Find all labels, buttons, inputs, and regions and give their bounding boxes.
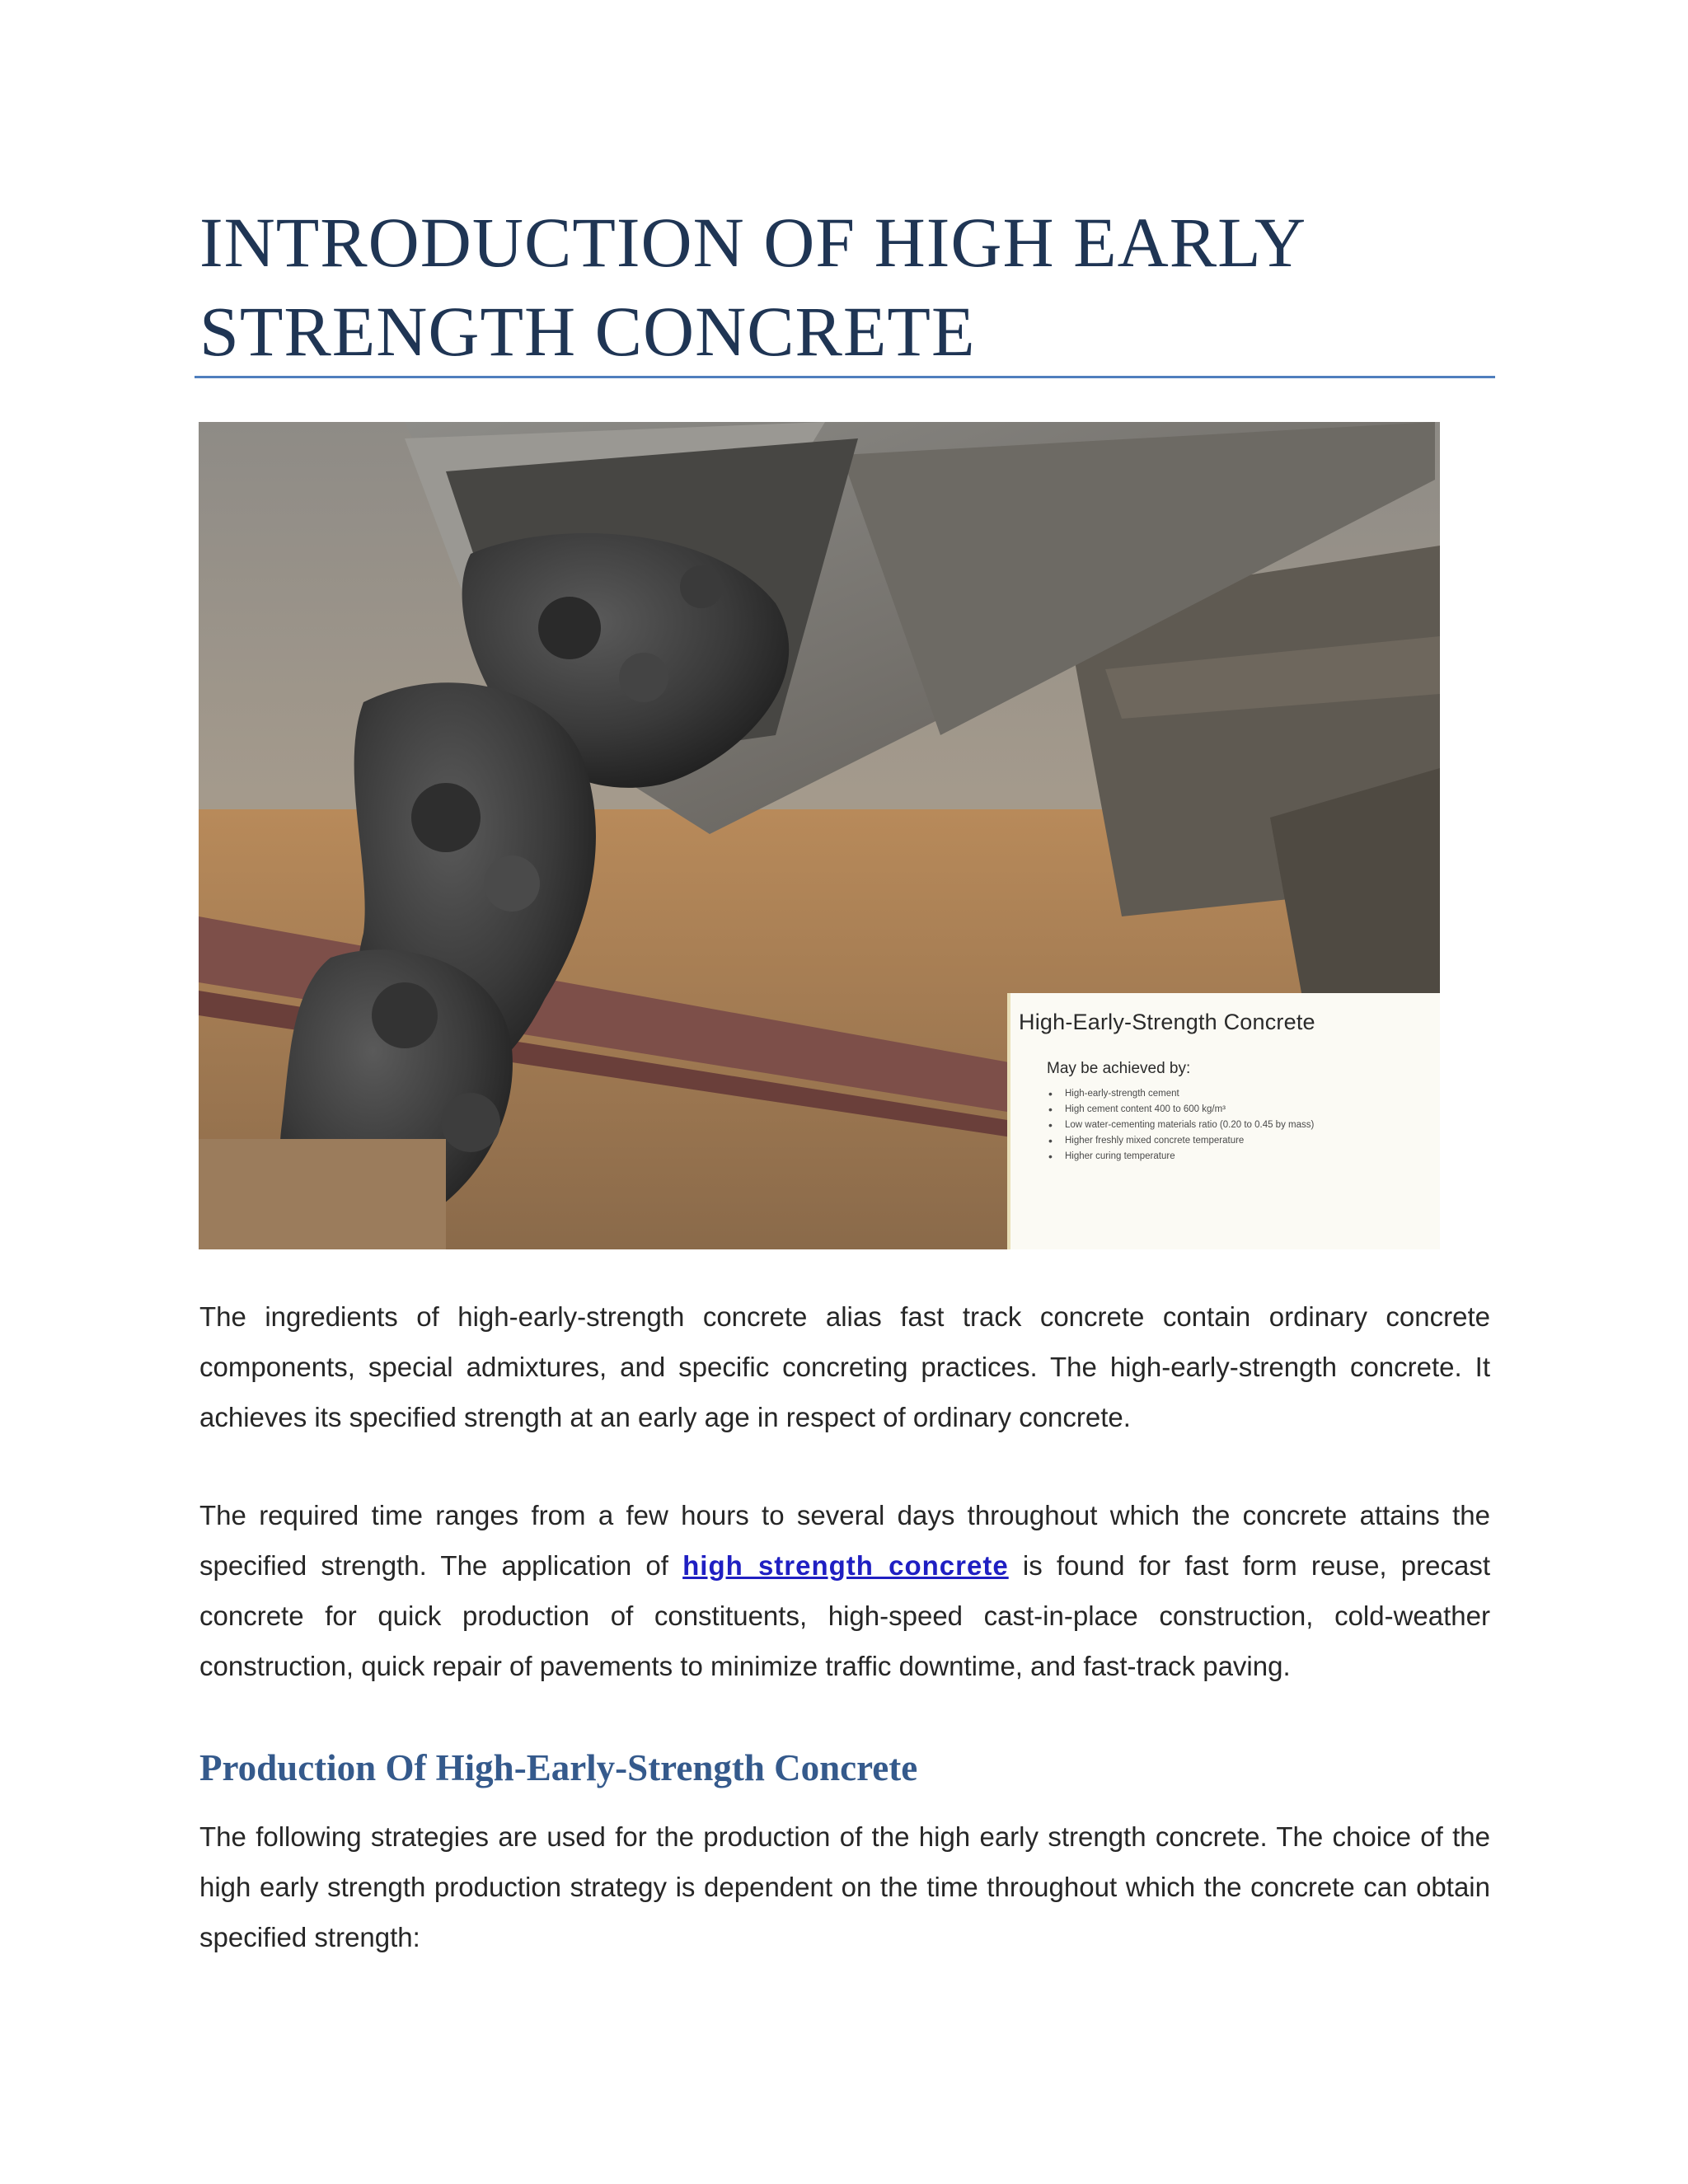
applications-paragraph [199, 1490, 1490, 1691]
paragraph-text: is found for fast form reuse, precast concrete for quick production of constituents, high-speed cast-in-place construction, cold-weather construction, quick repair of pavements to minimize traffic downtime, and fast-track paving. [199, 1550, 1490, 1681]
page-title: INTRODUCTION OF HIGH EARLY STRENGTH CONCRETE [199, 203, 1304, 371]
list-item: • High cement content 400 to 600 kg/m³ [1047, 1102, 1440, 1118]
info-card-list [1047, 1086, 1440, 1165]
intro-paragraph: The ingredients of high-early-strength concrete alias fast track concrete contain ordinary concrete components, special admixtures, and specific concreting practices. The high-early-strength concrete. It achieves its specified strength at an early age in respect of ordinary concrete. [199, 1301, 1490, 1432]
list-item: • Higher curing temperature [1047, 1149, 1440, 1165]
paragraph-text: The required time ranges from a few hours to several days throughout which the concrete attains the specified strength. The application of [199, 1500, 1490, 1581]
list-item: • Low water-cementing materials ratio (0.20 to 0.45 by mass) [1047, 1118, 1440, 1133]
section-heading: Production Of High-Early-Strength Concrete [199, 1747, 918, 1788]
production-paragraph: The following strategies are used for the production of the high early strength concrete. The choice of the high early strength production strategy is dependent on the time throughout which the concrete can obtain specified strength: [199, 1821, 1490, 1952]
info-card-title: High-Early-Strength Concrete [1019, 1010, 1315, 1034]
info-card [1007, 993, 1440, 1249]
info-card-subtitle: May be achieved by: [1047, 1060, 1191, 1077]
list-item: • Higher freshly mixed concrete temperature [1047, 1133, 1440, 1149]
title-divider [195, 376, 1495, 378]
list-item: • High-early-strength cement [1047, 1086, 1440, 1102]
high-strength-concrete-link[interactable]: high strength concrete [682, 1550, 1009, 1581]
